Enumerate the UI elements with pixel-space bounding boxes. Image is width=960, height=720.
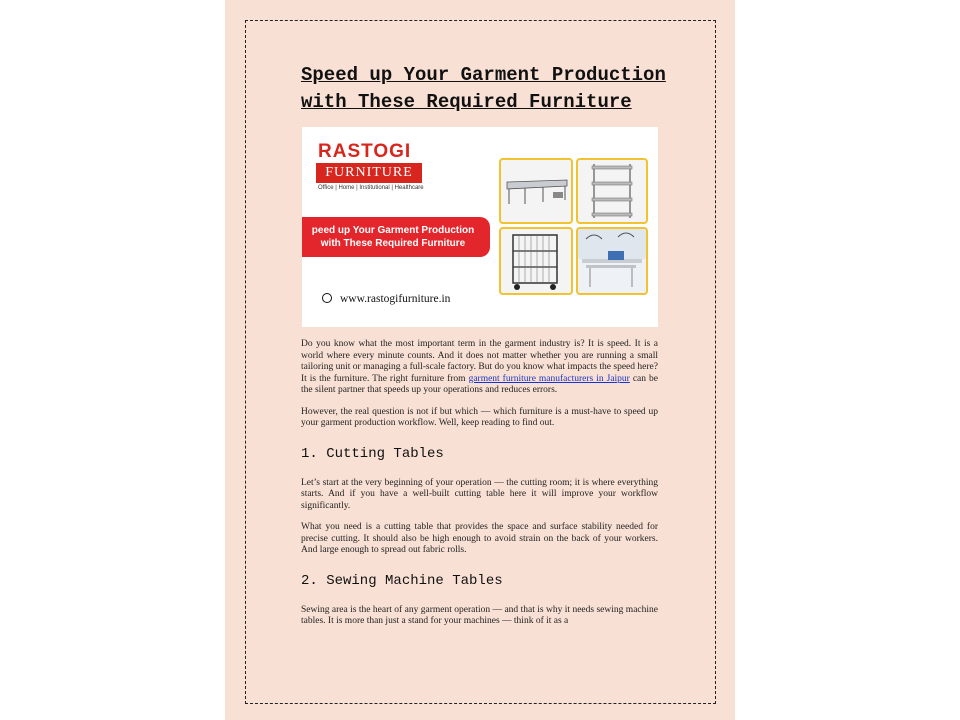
banner-headline-line-2: with These Required Furniture bbox=[320, 238, 466, 249]
workstation-photo bbox=[576, 227, 648, 295]
title-line-2: with These Required Furniture bbox=[301, 91, 632, 113]
document-page bbox=[225, 0, 735, 720]
section-paragraph: Sewing area is the heart of any garment operation — and that is why it needs sewing machine tables. It is more than just a stand for your machines — think of it as a bbox=[301, 604, 658, 626]
banner-image bbox=[302, 127, 658, 327]
page-title bbox=[301, 62, 681, 116]
banner-headline bbox=[302, 217, 490, 257]
banner-headline-line-1: peed up Your Garment Production bbox=[311, 225, 475, 236]
section-paragraph: What you need is a cutting table that provides the space and surface stability needed for precise cutting. It should also be high enough to avoid strain on the back of your workers. And large enough to spread out fabric rolls. bbox=[301, 522, 658, 555]
globe-icon bbox=[322, 293, 332, 303]
article-body bbox=[301, 339, 658, 638]
intro-paragraph bbox=[301, 339, 658, 397]
website-url: www.rastogifurniture.in bbox=[340, 293, 451, 305]
banner-website bbox=[322, 293, 450, 305]
cutting-table-photo bbox=[499, 158, 573, 224]
question-paragraph: However, the real question is not if but which — which furniture is a must-have to speed up your garment production workflow. Well, keep reading to find out. bbox=[301, 406, 658, 428]
garment-furniture-link[interactable]: garment furniture manufacturers in Jaipur bbox=[468, 373, 630, 384]
brand-logo-bottom: FURNITURE bbox=[316, 163, 422, 183]
intro-text-after-link: can be the silent partner that speeds up your operations and reduces errors. bbox=[301, 373, 658, 395]
section-heading-sewing-machine-tables: 2. Sewing Machine Tables bbox=[301, 572, 503, 589]
intro-text-before-link: Do you know what the most important term in the garment industry is? It is speed. It is a world where every minute counts. And it does not matter whether you are running a small tailoring unit or managing a full-scale factory. But do you know what impacts the speed here? It is the furniture. The right furniture from bbox=[301, 339, 658, 384]
shelf-rack-photo bbox=[576, 158, 648, 224]
section-heading-cutting-tables: 1. Cutting Tables bbox=[301, 445, 444, 462]
section-paragraph: Let’s start at the very beginning of your operation — the cutting room; it is where everything starts. And if you have a well-built cutting table here it will improve your workflow significantly. bbox=[301, 477, 658, 511]
brand-tagline: Office | Home | Institutional | Healthcare bbox=[318, 185, 424, 191]
title-line-1: Speed up Your Garment Production bbox=[301, 64, 666, 86]
trolley-cart-photo bbox=[499, 227, 573, 295]
brand-logo-top: RASTOGI bbox=[318, 141, 412, 162]
